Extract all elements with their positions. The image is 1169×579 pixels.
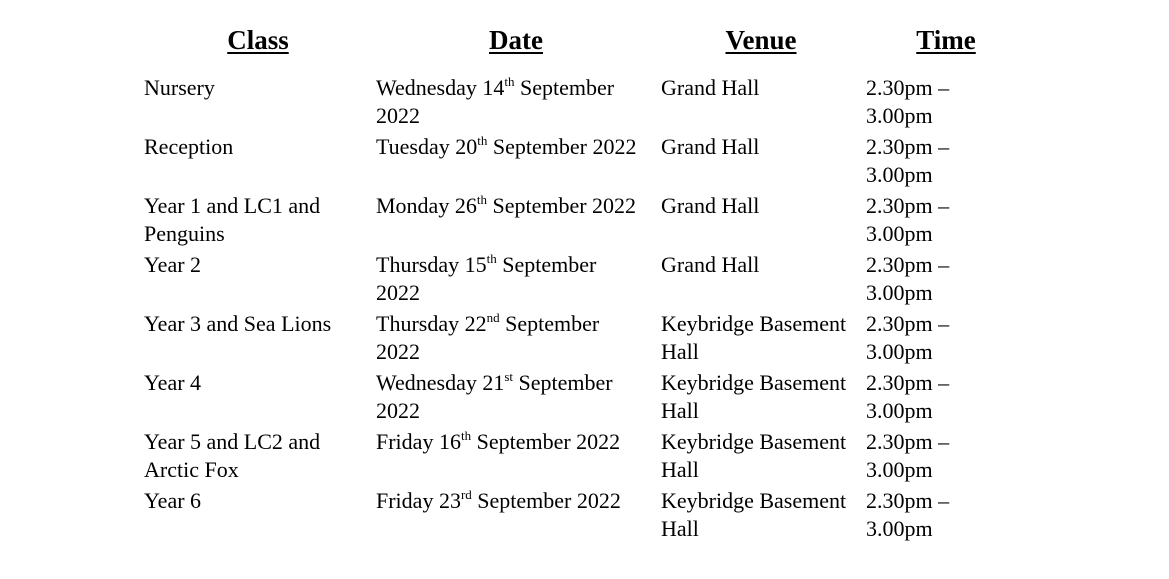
date-text: Monday 26 [376,193,477,218]
venue-cell-line: Hall [661,398,699,423]
venue-cell [661,487,867,543]
date-text: September 2022 [487,134,637,159]
time-cell-line: 2.30pm – [866,134,950,159]
time-cell-line: 3.00pm [866,221,933,246]
venue-cell [661,369,867,425]
class-cell-line: Year 1 and LC1 and [144,193,321,218]
class-cell [144,487,364,515]
class-cell [144,192,364,248]
date-text: September [514,75,615,100]
class-cell [144,428,364,484]
venue-cell [661,133,867,161]
time-cell [866,133,976,189]
header-time: Time [916,25,976,55]
table-row [0,310,1169,369]
venue-cell-line: Hall [661,457,699,482]
time-cell-line: 2.30pm – [866,252,950,277]
date-cell-line [376,428,661,456]
time-cell-line: 3.00pm [866,339,933,364]
class-cell-line: Penguins [144,221,225,246]
venue-cell [661,310,867,366]
header-date: Date [489,25,543,55]
venue-cell-line: Keybridge Basement [661,429,847,454]
venue-cell-line: Hall [661,339,699,364]
date-text: Friday 16 [376,429,461,454]
class-cell [144,74,364,102]
table-row [0,369,1169,428]
date-cell [376,74,661,130]
venue-cell-line: Hall [661,516,699,541]
date-ordinal-suffix: th [477,132,488,148]
time-cell [866,369,976,425]
venue-cell [661,428,867,484]
venue-cell-line: Grand Hall [661,193,760,218]
class-cell [144,310,364,338]
date-text: Friday 23 [376,488,461,513]
table-row [0,133,1169,192]
date-cell-line [376,310,661,338]
date-cell [376,310,661,366]
time-cell-line: 2.30pm – [866,429,950,454]
date-cell-line: 2022 [376,398,420,423]
venue-cell-line: Grand Hall [661,252,760,277]
venue-cell [661,74,867,102]
date-cell [376,428,661,456]
time-cell [866,74,976,130]
time-cell [866,310,976,366]
time-cell [866,428,976,484]
time-cell [866,251,976,307]
table-row [0,192,1169,251]
date-cell-line [376,192,661,220]
time-cell-line: 2.30pm – [866,488,950,513]
date-text: Wednesday 14 [376,75,505,100]
class-cell [144,251,364,279]
class-cell-line: Nursery [144,75,215,100]
table-row [0,428,1169,487]
venue-cell [661,251,867,279]
time-cell-line: 2.30pm – [866,370,950,395]
class-cell-line: Year 3 and Sea Lions [144,311,332,336]
table-row [0,74,1169,133]
class-cell-line: Year 4 [144,370,202,395]
date-cell-line [376,133,661,161]
venue-cell-line: Keybridge Basement [661,311,847,336]
date-cell [376,251,661,307]
time-cell-line: 2.30pm – [866,311,950,336]
class-cell-line: Year 6 [144,488,202,513]
venue-cell-line: Keybridge Basement [661,370,847,395]
venue-cell-line: Grand Hall [661,75,760,100]
table-row [0,251,1169,310]
date-cell-line: 2022 [376,280,420,305]
date-text: September [513,370,613,395]
date-text: Thursday 22 [376,311,487,336]
class-cell [144,133,364,161]
date-ordinal-suffix: st [504,368,514,384]
time-cell-line: 3.00pm [866,457,933,482]
date-ordinal-suffix: th [460,427,472,443]
time-cell [866,192,976,248]
schedule-rows [0,74,1169,546]
date-text: September 2022 [486,193,637,218]
date-cell-line: 2022 [376,103,420,128]
venue-cell [661,192,867,220]
date-cell-line [376,369,661,397]
venue-cell-line: Keybridge Basement [661,488,847,513]
class-cell-line: Arctic Fox [144,457,239,482]
date-cell-line [376,251,661,279]
date-cell-line [376,487,661,515]
time-cell-line: 3.00pm [866,516,933,541]
date-ordinal-suffix: th [476,191,487,207]
venue-cell-line: Grand Hall [661,134,760,159]
class-cell-line: Reception [144,134,234,159]
date-cell [376,369,661,425]
date-cell [376,192,661,220]
header-class: Class [227,25,289,55]
time-cell-line: 3.00pm [866,162,933,187]
class-cell-line: Year 2 [144,252,202,277]
header-venue: Venue [725,25,797,55]
date-text: September [496,252,597,277]
time-cell [866,487,976,543]
date-text: September [499,311,600,336]
date-text: September 2022 [471,488,621,513]
date-text: Tuesday 20 [376,134,478,159]
time-cell-line: 2.30pm – [866,193,950,218]
class-cell-line: Year 5 and LC2 and [144,429,321,454]
time-cell-line: 2.30pm – [866,75,950,100]
date-text: September 2022 [471,429,621,454]
class-cell [144,369,364,397]
date-text: Thursday 15 [376,252,487,277]
date-ordinal-suffix: th [504,73,515,89]
time-cell-line: 3.00pm [866,103,933,128]
table-row [0,487,1169,546]
time-cell-line: 3.00pm [866,280,933,305]
time-cell-line: 3.00pm [866,398,933,423]
date-cell-line [376,74,661,102]
date-ordinal-suffix: th [486,250,497,266]
date-ordinal-suffix: nd [486,309,500,325]
date-ordinal-suffix: rd [460,486,472,502]
date-cell [376,133,661,161]
date-cell-line: 2022 [376,339,420,364]
date-cell [376,487,661,515]
date-text: Wednesday 21 [376,370,505,395]
